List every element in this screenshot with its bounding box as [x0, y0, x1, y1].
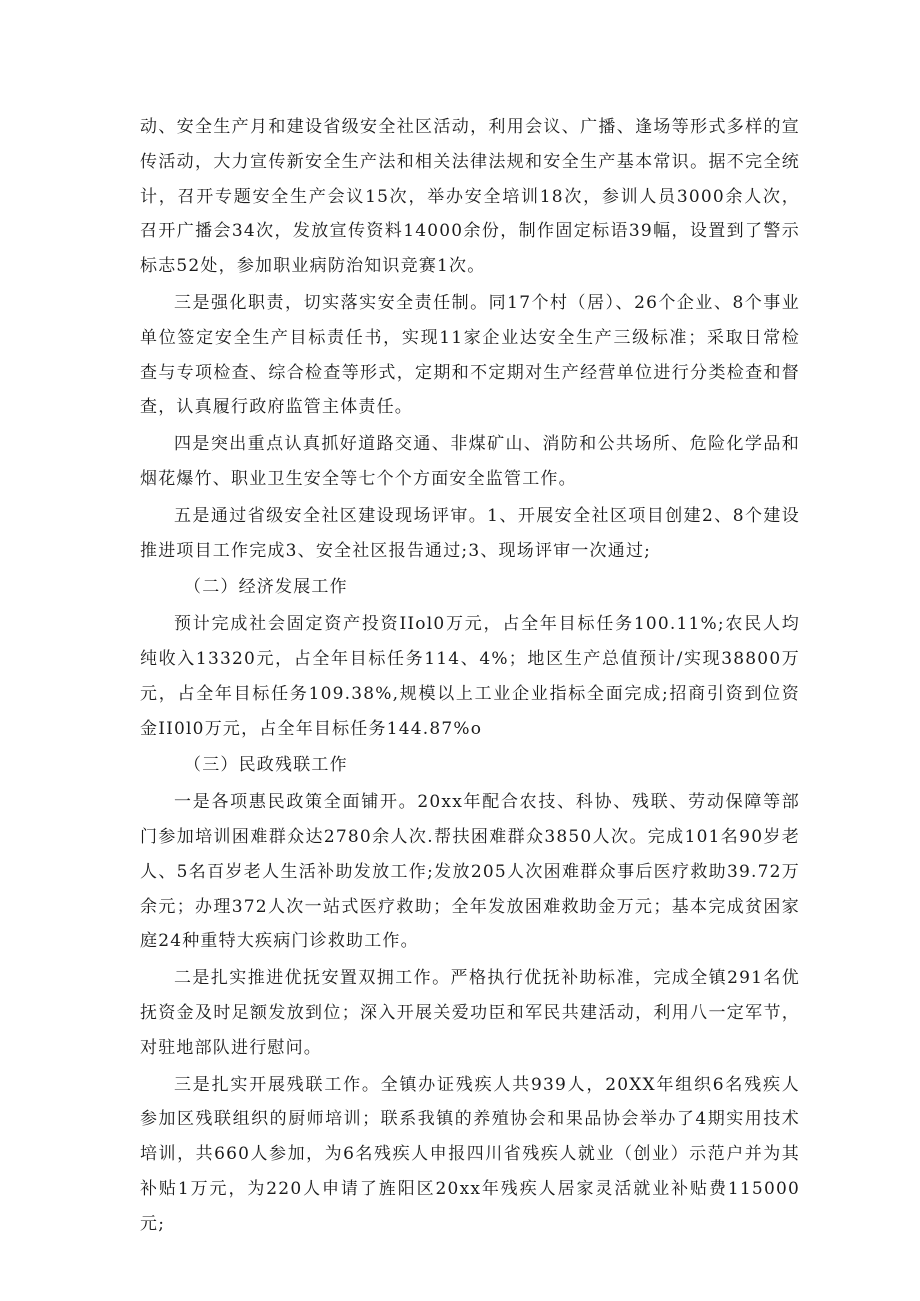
- paragraph-welfare-policy: 一是各项惠民政策全面铺开。20xx年配合农技、科协、残联、劳动保障等部门参加培训困难群众达2780余人次.帮扶困难群众3850人次。完成101名90岁老人、5名百岁老人生活补助发放工作;发放205人次困难群众事后医疗救助39.72万余元；办理372人次一站式医疗救助；全年发放困难救助金万元；基本完成贫困家庭24种重特大疾病门诊救助工作。: [140, 792, 800, 952]
- paragraph-key-supervision: 四是突出重点认真抓好道路交通、非煤矿山、消防和公共场所、危险化学品和烟花爆竹、职业卫生安全等七个个方面安全监管工作。: [140, 434, 800, 489]
- paragraph-community-review: 五是通过省级安全社区建设现场评审。1、开展安全社区项目创建2、8个建设推进项目工作完成3、安全社区报告通过;3、现场评审一次通过;: [140, 505, 800, 561]
- paragraph-responsibility: 三是强化职责，切实落实安全责任制。同17个村（居）、26个企业、8个事业单位签定安全生产目标责任书，实现11家企业达安全生产三级标准；采取日常检查与专项检查、综合检查等形式，定期和不定期对生产经营单位进行分类检查和督查，认真履行政府监管主体责任。: [140, 292, 800, 418]
- paragraph-safety-publicity: 动、安全生产月和建设省级安全社区活动，利用会议、广播、逢场等形式多样的宣传活动，大力宣传新安全生产法和相关法律法规和安全生产基本常识。据不完全统计，召开专题安全生产会议15次，举办安全培训18次，参训人员3000余人次，召开广播会34次，发放宣传资料14000余份，制作固定标语39幅，设置到了警示标志52处，参加职业病防治知识竞赛1次。: [140, 117, 800, 277]
- section-heading-civil-affairs: （三）民政残联工作: [184, 755, 348, 776]
- paragraph-economy: 预计完成社会固定资产投资IIol0万元，占全年目标任务100.11%;农民人均纯收入13320元，占全年目标任务114、4%；地区生产总值预计/实现38800万元，占全年目标任务109.38%,规模以上工业企业指标全面完成;招商引资到位资金II0l0万元，占全年目标任务144.87%o: [140, 614, 800, 739]
- section-heading-economy: （二）经济发展工作: [184, 577, 348, 598]
- paragraph-disability: 三是扎实开展残联工作。全镇办证残疾人共939人，20XX年组织6名残疾人参加区残联组织的厨师培训；联系我镇的养殖协会和果品协会举办了4期实用技术培训，共660人参加，为6名残疾人申报四川省残疾人就业（创业）示范户并为其补贴1万元，为220人申请了旌阳区20xx年残疾人居家灵活就业补贴费115000元;: [140, 1074, 800, 1234]
- paragraph-veterans: 二是扎实推进优抚安置双拥工作。严格执行优抚补助标准，完成全镇291名优抚资金及时足额发放到位；深入开展关爱功臣和军民共建活动，利用八一定军节，对驻地部队进行慰问。: [140, 968, 800, 1058]
